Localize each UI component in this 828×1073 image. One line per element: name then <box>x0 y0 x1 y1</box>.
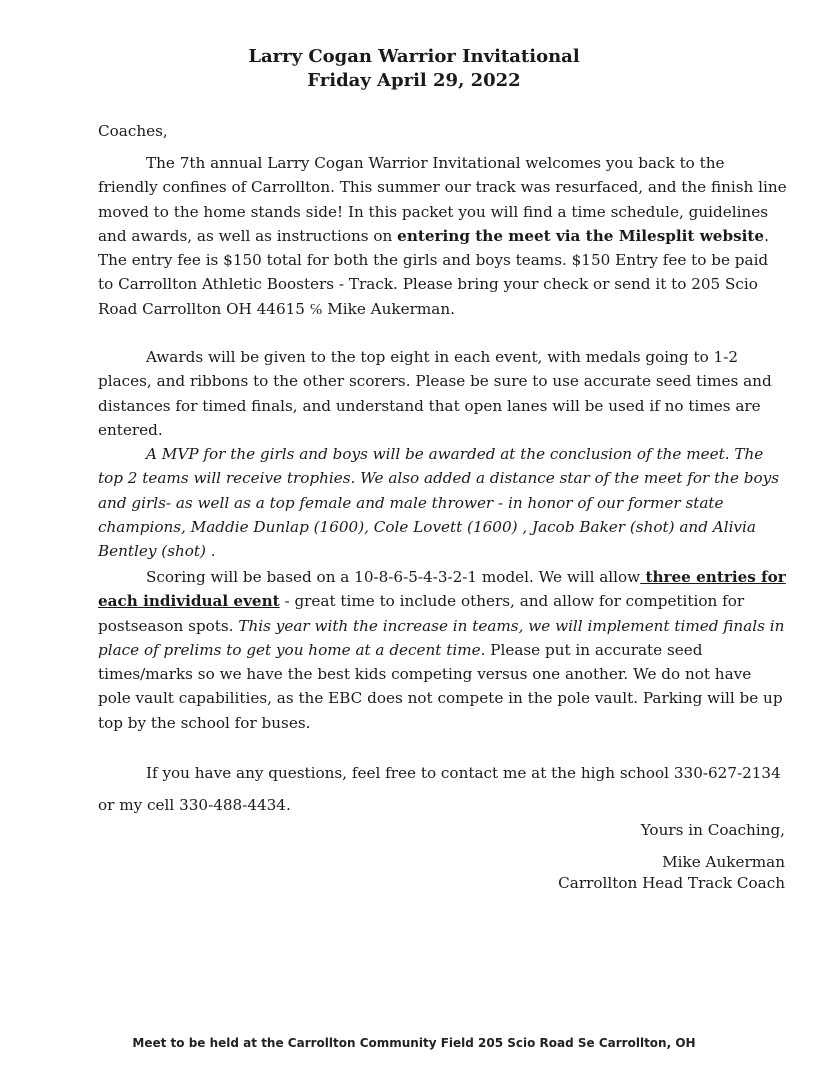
paragraph-intro <box>98 151 788 321</box>
venue-footer: Meet to be held at the Carrollton Community Field 205 Scio Road Se Carrollton, OH <box>132 1036 696 1050</box>
signature-name: Mike Aukerman <box>662 853 785 871</box>
document-title: Larry Cogan Warrior Invitational <box>248 46 580 67</box>
paragraph-scoring-text-c: Please put in accurate seed times/marks so we have the best kids competing versus one another. We do not have pole vault capabilities, as the EBC does not compete in the pole vault. Parking will be up top by the school for buses. <box>98 640 783 732</box>
paragraph-awards <box>98 345 788 442</box>
paragraph-scoring-text-b: - great time to include others, and allow for competition for postseason spots. <box>98 592 745 635</box>
paragraph-scoring <box>98 565 788 735</box>
paragraph-mvp-text: A MVP for the girls and boys will be awarded at the conclusion of the meet. The top 2 teams will receive trophies. We also added a distance star of the meet for the boys and girls- as well as a top female and male thrower - in honor of our former state champions, Maddie Dunlap (1600), Cole Lovett (1600) , Jacob Baker (shot) and Alivia Bentley (shot) . <box>98 445 780 561</box>
timed-finals-note: This year with the increase in teams, we will implement timed finals in place of prelims to get you home at a decent time. <box>98 616 785 659</box>
closing-line: Yours in Coaching, <box>640 821 785 839</box>
event-date: Friday April 29, 2022 <box>307 70 521 91</box>
paragraph-contact-text: If you have any questions, feel free to contact me at the high school 330-627-2134 or my cell 330-488-4434. <box>98 764 781 814</box>
paragraph-intro-text-a: The 7th annual Larry Cogan Warrior Invitational welcomes you back to the friendly confines of Carrollton. This summer our track was resurfaced, and the finish line moved to the home stands side! In this packet you will find a time schedule, guidelines and awards, as well as instructions on <box>98 154 787 245</box>
paragraph-contact <box>98 757 788 821</box>
paragraph-intro-text-b: . The entry fee is $150 total for both the girls and boys teams. $150 Entry fee to be paid to Carrollton Athletic Boosters - Track. Please bring your check or send it to 205 Scio Road Carrollton OH 44615 ℅ Mike Aukerman. <box>98 226 769 318</box>
entries-emphasis: three entries for each individual event <box>98 568 786 611</box>
paragraph-scoring-text-a: Scoring will be based on a 10-8-6-5-4-3-2-1 model. We will allow <box>146 568 641 586</box>
paragraph-awards-text: Awards will be given to the top eight in each event, with medals going to 1-2 places, and ribbons to the other scorers. Please be sure to use accurate seed times and distances for timed finals, and understand that open lanes will be used if no times are entered. <box>98 348 772 439</box>
signature-title: Carrollton Head Track Coach <box>558 874 785 892</box>
salutation: Coaches, <box>98 122 168 140</box>
milesplit-instructions-emphasis: entering the meet via the Milesplit website <box>397 226 765 245</box>
paragraph-mvp <box>98 442 788 563</box>
